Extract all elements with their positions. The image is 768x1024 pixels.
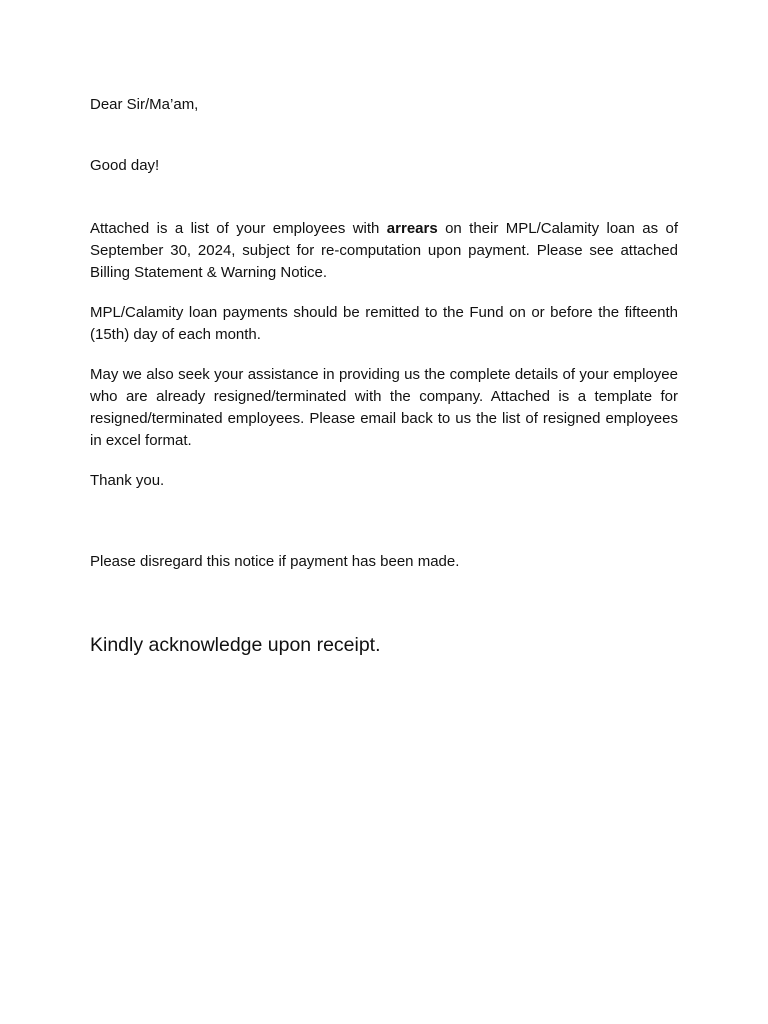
closing-thanks: Thank you. — [90, 472, 165, 489]
arrears-emphasis: arrears — [386, 220, 438, 237]
paragraph-resigned-employees: May we also seek your assistance in providing us the complete details of your employee who are already resigned/terminated with the company. Attached is a template for resigned/terminated employees. Please email back to us the list of resigned employees in excel format. — [90, 366, 678, 449]
paragraph-arrears — [90, 218, 678, 284]
paragraph-arrears-tail: on their MPL/Calamity loan as of September 30, 2024, subject for re-computation upon payment. Please see attached Billing Statement & Warning Notice. — [90, 220, 678, 281]
salutation: Dear Sir/Ma’am, — [90, 96, 199, 113]
paragraph-payment-deadline: MPL/Calamity loan payments should be remitted to the Fund on or before the fifteenth (15th) day of each month. — [90, 304, 678, 343]
greeting: Good day! — [90, 157, 160, 174]
acknowledge-note: Kindly acknowledge upon receipt. — [90, 634, 381, 656]
disregard-note: Please disregard this notice if payment has been made. — [90, 553, 460, 570]
paragraph-arrears-lead: Attached is a list of your employees with — [90, 220, 387, 237]
